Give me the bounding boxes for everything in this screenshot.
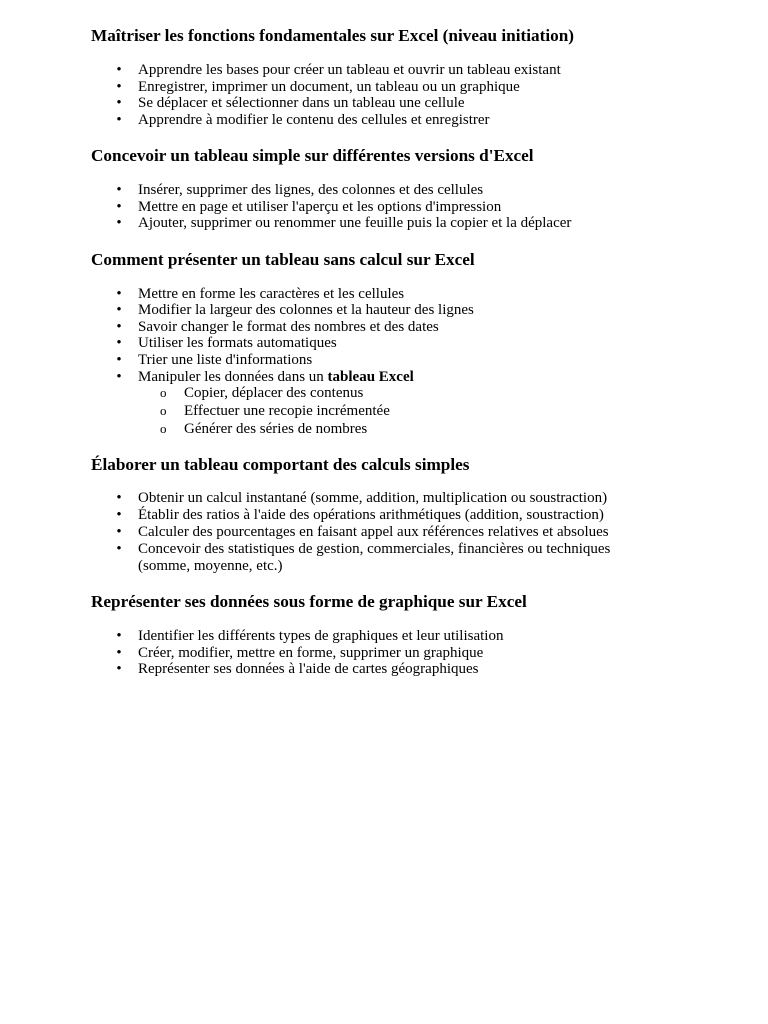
circle-bullet-icon: o xyxy=(160,420,167,436)
bullet-icon: • xyxy=(116,335,122,351)
bullet-icon: • xyxy=(116,95,122,111)
list-item: • Identifier les différents types de graphiques et leur utilisation xyxy=(138,628,503,645)
list-item: • Calculer des pourcentages en faisant appel aux références relatives et absolues xyxy=(138,524,609,541)
list-item: • Concevoir des statistiques de gestion, commerciales, financières ou techniques xyxy=(138,541,610,558)
section-heading: Comment présenter un tableau sans calcul sur Excel xyxy=(91,250,475,269)
bullet-icon: • xyxy=(116,524,122,540)
bullet-icon: • xyxy=(116,112,122,128)
bullet-icon: • xyxy=(116,302,122,318)
list-item: • Enregistrer, imprimer un document, un tableau ou un graphique xyxy=(138,79,520,96)
bullet-icon: • xyxy=(116,285,122,302)
list-item: • Apprendre les bases pour créer un tableau et ouvrir un tableau existant xyxy=(138,62,561,79)
bullet-icon: • xyxy=(116,490,122,506)
circle-bullet-icon: o xyxy=(160,385,167,400)
bullet-icon: • xyxy=(116,644,122,661)
section-heading: Représenter ses données sous forme de graphique sur Excel xyxy=(91,592,527,611)
sub-list-item: o Copier, déplacer des contenus xyxy=(160,385,364,401)
bullet-icon: • xyxy=(116,352,122,368)
bullet-icon: • xyxy=(116,318,122,335)
circle-bullet-icon: o xyxy=(160,402,167,418)
section-heading: Concevoir un tableau simple sur différentes versions d'Excel xyxy=(91,146,534,165)
list-item: • Mettre en page et utiliser l'aperçu et les options d'impression xyxy=(138,199,501,216)
list-item: • Apprendre à modifier le contenu des cellules et enregistrer xyxy=(138,112,490,129)
bullet-icon: • xyxy=(116,540,122,557)
bullet-icon: • xyxy=(116,78,122,95)
list-item: • Utiliser les formats automatiques xyxy=(138,335,337,352)
bullet-icon: • xyxy=(116,369,122,385)
bullet-icon: • xyxy=(116,627,122,644)
list-item: • Insérer, supprimer des lignes, des colonnes et des cellules xyxy=(138,182,483,199)
sub-list-item: o Générer des séries de nombres xyxy=(160,420,368,437)
list-item: • Mettre en forme les caractères et les cellules xyxy=(138,286,404,303)
bullet-icon: • xyxy=(116,62,122,78)
list-item: • Obtenir un calcul instantané (somme, addition, multiplication ou soustraction) xyxy=(138,490,607,507)
list-item: • Représenter ses données à l'aide de cartes géographiques xyxy=(138,661,478,678)
section-heading: Élaborer un tableau comportant des calculs simples xyxy=(91,455,470,474)
list-item: • Établir des ratios à l'aide des opérations arithmétiques (addition, soustraction) xyxy=(138,507,604,524)
bullet-icon: • xyxy=(116,198,122,215)
bullet-icon: • xyxy=(116,507,122,523)
bold-text: tableau Excel xyxy=(327,369,414,385)
section-heading: Maîtriser les fonctions fondamentales sur Excel (niveau initiation) xyxy=(91,26,574,45)
list-item: • Savoir changer le format des nombres et des dates xyxy=(138,319,439,336)
bullet-icon: • xyxy=(116,181,122,198)
list-item: • Manipuler les données dans un tableau Excel xyxy=(138,369,414,386)
list-item: • Créer, modifier, mettre en forme, supprimer un graphique xyxy=(138,645,483,662)
sub-list-item: o Effectuer une recopie incrémentée xyxy=(160,402,390,419)
list-item: • Trier une liste d'informations xyxy=(138,352,312,369)
list-item-continuation: (somme, moyenne, etc.) xyxy=(138,557,283,574)
list-item: • Se déplacer et sélectionner dans un tableau une cellule xyxy=(138,95,465,112)
list-item: • Ajouter, supprimer ou renommer une feuille puis la copier et la déplacer xyxy=(138,215,571,232)
list-item: • Modifier la largeur des colonnes et la hauteur des lignes xyxy=(138,302,474,319)
bullet-icon: • xyxy=(116,661,122,677)
bullet-icon: • xyxy=(116,215,122,231)
